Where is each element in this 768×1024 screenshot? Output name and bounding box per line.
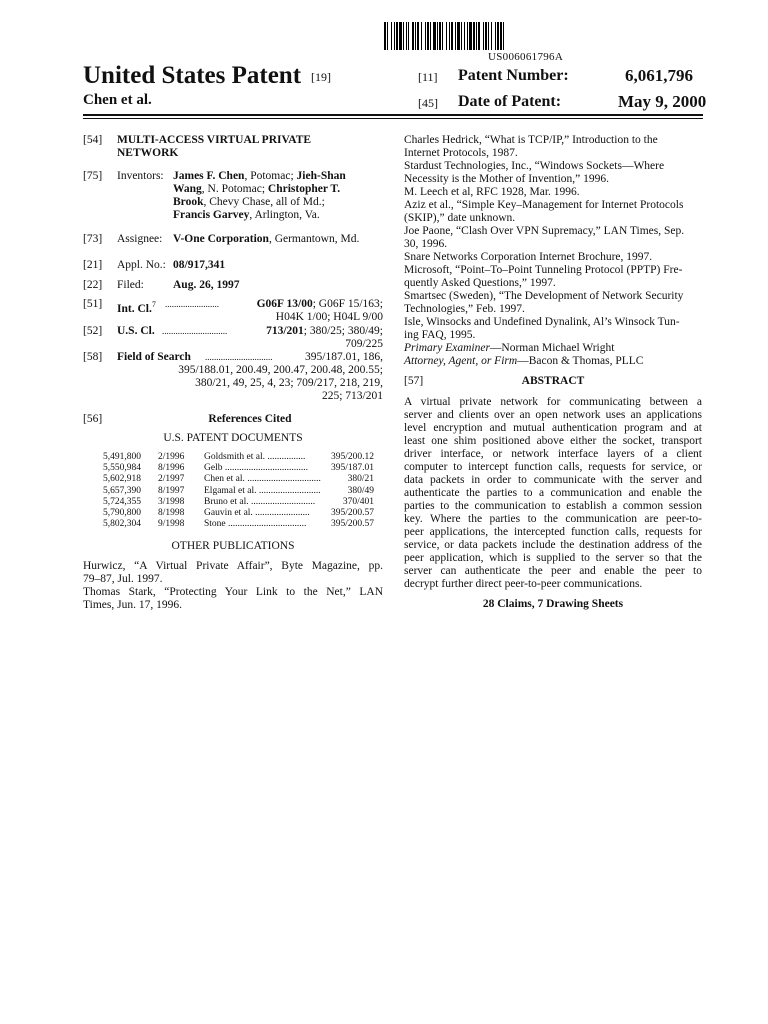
other-pub-2-line2: Times, Jun. 17, 1996. xyxy=(83,599,182,611)
patent-class-cell: 380/21 xyxy=(347,474,374,485)
int-cl-sup: 7 xyxy=(151,300,156,309)
abstract-line: server and clients over an open network uses an applications xyxy=(404,409,702,421)
f57-code: [57] xyxy=(404,375,424,387)
f51-code: [51] xyxy=(83,298,103,310)
inventor-name: James F. Chen xyxy=(173,170,245,182)
examiner xyxy=(404,342,614,355)
us-docs-title: U.S. PATENT DOCUMENTS xyxy=(163,432,303,444)
invention-title-line2: NETWORK xyxy=(117,147,179,159)
abstract-line: service, or data packets include the destination address of the xyxy=(404,539,702,551)
int-cl-dots: ........................ xyxy=(165,299,219,309)
abstract-line: computer to intercept function calls, requests for service, or xyxy=(404,461,702,473)
field-of-search-line3: 380/21, 49, 25, 4, 23; 709/217, 218, 219, xyxy=(195,377,383,389)
reference-line: ing FAQ, 1995. xyxy=(404,329,476,341)
reference-line: M. Leech et al, RFC 1928, Mar. 1996. xyxy=(404,186,580,198)
date-of-patent: May 9, 2000 xyxy=(618,92,707,111)
examiner-name: —Norman Michael Wright xyxy=(489,342,615,354)
reference-line: 30, 1996. xyxy=(404,238,448,250)
f52-code: [52] xyxy=(83,325,103,337)
patent-number-cell: 5,790,800 xyxy=(103,508,141,519)
patent-title xyxy=(83,62,331,90)
patent-number-cell: 5,657,390 xyxy=(103,485,141,496)
reference-line: Isle, Winsocks and Undefined Dynalink, Al’s Winsock Tun- xyxy=(404,316,680,328)
reference-line: (SKIP),” date unknown. xyxy=(404,212,516,224)
abstract-title: ABSTRACT xyxy=(521,375,585,387)
attorney-name: —Bacon & Thomas, PLLC xyxy=(517,355,644,367)
reference-line: Necessity is the Mother of Invention,” 1996. xyxy=(404,173,610,185)
abstract-line: server can authenticate the peer and enable the peer to xyxy=(404,565,702,577)
table-row xyxy=(103,508,374,519)
patent-inventor-cell: Elgamal et al. .......................... xyxy=(204,485,321,496)
references-cited-title: References Cited xyxy=(208,413,292,425)
field-of-search-line4: 225; 713/201 xyxy=(321,390,383,402)
table-row xyxy=(103,452,374,463)
patent-number-cell: 5,491,800 xyxy=(103,452,141,462)
f73-code: [73] xyxy=(83,233,103,245)
other-references-list xyxy=(404,134,702,342)
title-text: United States Patent xyxy=(83,62,302,89)
inventors-line1 xyxy=(173,170,346,183)
header-rule-bottom xyxy=(83,118,703,119)
abstract-line: key. Where the parties to the communication are peer-to- xyxy=(404,513,702,525)
field-of-search-line1: 395/187.01, 186, xyxy=(305,351,383,363)
patent-number-code: [11] xyxy=(418,70,438,84)
inventors-line4 xyxy=(173,209,320,222)
patent-date-cell: 8/1998 xyxy=(158,508,185,519)
abstract-line: authenticate the parties to a communication and enable the xyxy=(404,487,702,499)
table-row xyxy=(103,486,374,497)
reference-line: Snare Networks Corporation Internet Brochure, 1997. xyxy=(404,251,653,263)
appl-no-label: Appl. No.: xyxy=(117,259,166,271)
field-of-search-line2: 395/188.01, 200.49, 200.47, 200.48, 200.55; xyxy=(178,364,383,376)
date-code: [45] xyxy=(418,96,438,110)
title-code: [19] xyxy=(311,69,332,84)
inventor-name: Christopher T. xyxy=(267,183,341,195)
reference-line: Technologies,” Feb. 1997. xyxy=(404,303,525,315)
barcode xyxy=(384,22,700,50)
filed-label: Filed: xyxy=(117,279,144,291)
assignee-name: V-One Corporation xyxy=(173,233,269,245)
patent-class-cell: 380/49 xyxy=(347,485,374,496)
f56-code: [56] xyxy=(83,413,103,425)
other-pub-2-line1: Thomas Stark, “Protecting Your Link to the Net,” LAN xyxy=(83,586,383,598)
filed-date: Aug. 26, 1997 xyxy=(173,279,240,291)
int-cl-line2: H04K 1/00; H04L 9/00 xyxy=(275,311,383,323)
other-pub-1-line1: Hurwicz, “A Virtual Private Affair”, Byte Magazine, pp. xyxy=(83,560,383,572)
us-cl-line2: 709/225 xyxy=(345,338,383,350)
inventors-line3 xyxy=(173,196,325,209)
patent-class-cell: 370/401 xyxy=(342,496,374,507)
patent-class-cell: 395/200.12 xyxy=(330,452,374,462)
abstract-line: A virtual private network for communicating between a xyxy=(404,396,702,408)
f22-code: [22] xyxy=(83,279,103,291)
patent-inventor-cell: Chen et al. ............................... xyxy=(204,474,321,485)
inventor-name: Francis Garvey xyxy=(173,209,250,221)
patent-inventor-cell: Goldsmith et al. ................ xyxy=(204,452,306,462)
patent-class-cell: 395/200.57 xyxy=(330,508,374,519)
header-rule-top xyxy=(83,114,703,116)
inventor-name: Jieh-Shan xyxy=(296,170,346,182)
attorney-label: Attorney, Agent, or Firm xyxy=(404,355,518,367)
other-pub-1-line2: 79–87, Jul. 1997. xyxy=(83,573,163,585)
int-cl-text: Int. Cl. xyxy=(117,302,152,315)
patent-date-cell: 8/1997 xyxy=(158,485,185,496)
field-of-search-label: Field of Search xyxy=(117,351,191,363)
abstract-body xyxy=(404,396,702,591)
abstract-line: peer applications, the intercepted function calls, requests for xyxy=(404,526,702,538)
f21-code: [21] xyxy=(83,259,103,271)
patent-date-cell: 9/1998 xyxy=(158,519,185,530)
f58-code: [58] xyxy=(83,351,103,363)
abstract-line: least one shim positioned above either the socket, transport xyxy=(404,435,702,447)
patent-date-cell: 2/1997 xyxy=(158,474,185,485)
attorney xyxy=(404,355,643,368)
reference-line: Charles Hedrick, “What is TCP/IP,” Introduction to the xyxy=(404,134,658,146)
assignee-place: , Germantown, Md. xyxy=(268,233,360,245)
reference-line: Microsoft, “Point–To–Point Tunneling Protocol (PPTP) Fre- xyxy=(404,264,683,276)
assignee-label: Assignee: xyxy=(117,233,163,245)
barcode-number: US006061796A xyxy=(488,51,564,63)
patent-class-cell: 395/187.01 xyxy=(330,463,374,474)
us-cl-rest: ; 380/25; 380/49; xyxy=(303,325,383,337)
int-cl-value xyxy=(257,298,383,311)
f54-code: [54] xyxy=(83,134,103,146)
inventor-place: , Potomac; xyxy=(244,170,294,182)
inventors-line2 xyxy=(173,183,340,196)
assignee xyxy=(173,233,359,246)
patent-date-cell: 2/1996 xyxy=(158,452,185,462)
inventor-name: Wang xyxy=(173,183,202,195)
reference-line: Joe Paone, “Clash Over VPN Supremacy,” LAN Times, Sep. xyxy=(404,225,685,237)
int-cl-rest: ; G06F 15/163; xyxy=(312,298,383,310)
inventors-label: Inventors: xyxy=(117,170,164,182)
reference-line: Aziz et al., “Simple Key–Management for Internet Protocols xyxy=(404,199,684,211)
table-row xyxy=(103,519,374,530)
reference-line: Stardust Technologies, Inc., “Windows Sockets—Where xyxy=(404,160,665,172)
int-cl-primary: G06F 13/00 xyxy=(256,298,313,310)
us-cl-dots: ............................. xyxy=(162,326,228,336)
inventor-name: Brook xyxy=(173,196,204,208)
patent-number-cell: 5,802,304 xyxy=(103,519,141,530)
inventor-place: , N. Potomac; xyxy=(201,183,266,195)
date-label: Date of Patent: xyxy=(458,93,562,110)
abstract-line: level encryption and mutual authentication program and at xyxy=(404,422,702,434)
invention-title-line1: MULTI-ACCESS VIRTUAL PRIVATE xyxy=(117,134,312,146)
abstract-line: decrypt further direct peer-to-peer communications. xyxy=(404,578,643,590)
claims-summary: 28 Claims, 7 Drawing Sheets xyxy=(482,598,624,610)
examiner-label: Primary Examiner xyxy=(404,342,490,354)
us-cl-value xyxy=(266,325,383,338)
patent-number-label: Patent Number: xyxy=(458,67,569,84)
patent-number-cell: 5,724,355 xyxy=(103,496,141,507)
appl-no: 08/917,341 xyxy=(173,259,226,271)
other-pubs-title: OTHER PUBLICATIONS xyxy=(171,540,295,552)
patent-inventor-cell: Gauvin et al. ....................... xyxy=(204,508,310,519)
patent-class-cell: 395/200.57 xyxy=(330,519,374,530)
patent-number: 6,061,796 xyxy=(625,66,693,85)
patent-inventor-cell: Gelb ................................... xyxy=(204,463,308,474)
patent-number-cell: 5,550,984 xyxy=(103,463,141,474)
patent-number-cell: 5,602,918 xyxy=(103,474,141,485)
reference-line: Internet Protocols, 1987. xyxy=(404,147,518,159)
barcode-gap xyxy=(504,22,507,50)
f75-code: [75] xyxy=(83,170,103,182)
abstract-line: peer application, which is supplied to the server so that the xyxy=(404,552,702,564)
authors: Chen et al. xyxy=(83,92,152,108)
abstract-line: data packets in order to communicate with the server and xyxy=(404,474,702,486)
patent-inventor-cell: Bruno et al. ........................... xyxy=(204,496,316,507)
patent-date-cell: 3/1998 xyxy=(158,496,185,507)
us-patent-documents-table xyxy=(103,452,374,530)
patent-inventor-cell: Stone ................................. xyxy=(204,519,307,530)
int-cl-label xyxy=(117,298,156,316)
us-cl-label: U.S. Cl. xyxy=(117,325,155,337)
us-cl-primary: 713/201 xyxy=(266,325,304,337)
table-row xyxy=(103,497,374,508)
inventor-place: , Arlington, Va. xyxy=(249,209,320,221)
abstract-line: parties to the communication to establish a common session xyxy=(404,500,702,512)
field-of-search-dots: .............................. xyxy=(205,352,273,362)
reference-line: quently Asked Questions,” 1997. xyxy=(404,277,556,289)
table-row xyxy=(103,474,374,485)
table-row xyxy=(103,463,374,474)
inventor-place: , Chevy Chase, all of Md.; xyxy=(203,196,325,208)
patent-date-cell: 8/1996 xyxy=(158,463,185,474)
abstract-line: driver interface, or network interface layers of a client xyxy=(404,448,702,460)
reference-line: Smartsec (Sweden), “The Development of Network Security xyxy=(404,290,684,302)
